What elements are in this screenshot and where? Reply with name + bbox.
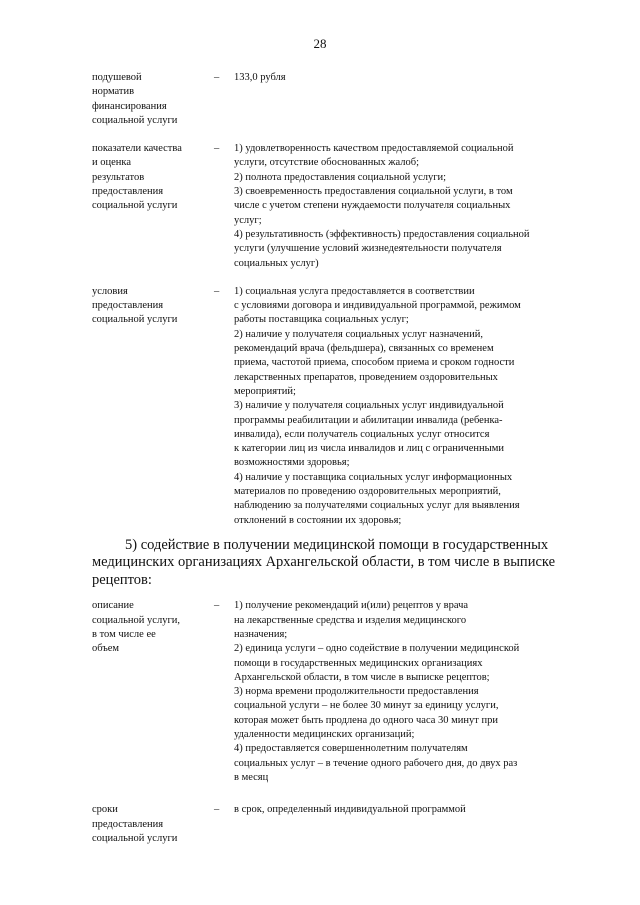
document-body: [92, 71, 602, 846]
row-label: условия предоставления социальной услуги: [92, 285, 178, 326]
row-conditions: [92, 285, 602, 528]
row-label: описание социальной услуги, в том числе ее объем: [92, 600, 180, 655]
row-per-capita-standard: [92, 71, 602, 128]
row-label: подушевой норматив финансирования социальной услуги: [92, 72, 178, 126]
row-dash: –: [214, 804, 220, 816]
row-value: 1) социальная услуга предоставляется в соответствии с условиями договора и индивидуальной программой, режимом работы поставщика социальных услуг; 2) наличие у получателя социальных услуг назначений, рекомендаций врача (фельдшера), связанных со временем приема, частотой приема, способом приема и сроком годности лекарственных препаратов, проведением оздоровительных мероприятий; 3) наличие у получателя социальных услуг индивидуальной программы реабилитации и абилитации инвалида (ребенка- инвалида), если получатель социальных услуг относится к категории лиц из числа инвалидов и лиц с ограниченными возможностями здоровья; 4) наличие у поставщика социальных услуг информационных материалов по проведению оздоровительных мероприятий, наблюдению за получателями социальных услуг для выявления отклонений в состоянии их здоровья;: [234, 285, 521, 526]
row-value: в срок, определенный индивидуальной программой: [234, 804, 466, 816]
row-dash: –: [214, 143, 220, 155]
row-value: 133,0 рубля: [234, 72, 286, 83]
row-label: сроки предоставления социальной услуги: [92, 804, 178, 844]
row-dash: –: [214, 600, 220, 612]
section-heading: 5) содействие в получении медицинской помощи в государственных медицинских организациях Архангельской области, в том числе в выписке рецептов:: [92, 536, 556, 588]
row-value: 1) удовлетворенность качеством предоставляемой социальной услуги, отсутствие обоснованных жалоб; 2) полнота предоставления социальной услуги; 3) своевременность предоставления социальной услуги, в том числе с учетом степени нуждаемости получателя социальных услуг; 4) результативность (эффективность) предоставления социальной услуги (улучшение условий жизнедеятельности получателя социальных услуг): [234, 143, 530, 269]
row-dash: –: [214, 285, 220, 297]
page-number: 28: [313, 36, 327, 51]
row-label: показатели качества и оценка результатов предоставления социальной услуги: [92, 143, 182, 212]
row-service-terms: [92, 803, 602, 846]
row-service-description: [92, 599, 602, 785]
row-dash: –: [214, 72, 220, 83]
row-value: 1) получение рекомендаций и(или) рецептов у врача на лекарственные средства и изделия медицинского назначения; 2) единица услуги – одно содействие в получении медицинской помощи в государственных медицинских организациях Архангельской области, в том числе в выписке рецептов; 3) норма времени продолжительности предоставления социальной услуги – не более 30 минут за единицу услуги, которая может быть продлена до одного часа 30 минут при удаленности медицинских организаций; 4) предоставляется совершеннолетним получателям социальных услуг – в течение одного рабочего дня, до двух раз в месяц: [234, 600, 520, 783]
row-quality-indicators: [92, 142, 602, 271]
